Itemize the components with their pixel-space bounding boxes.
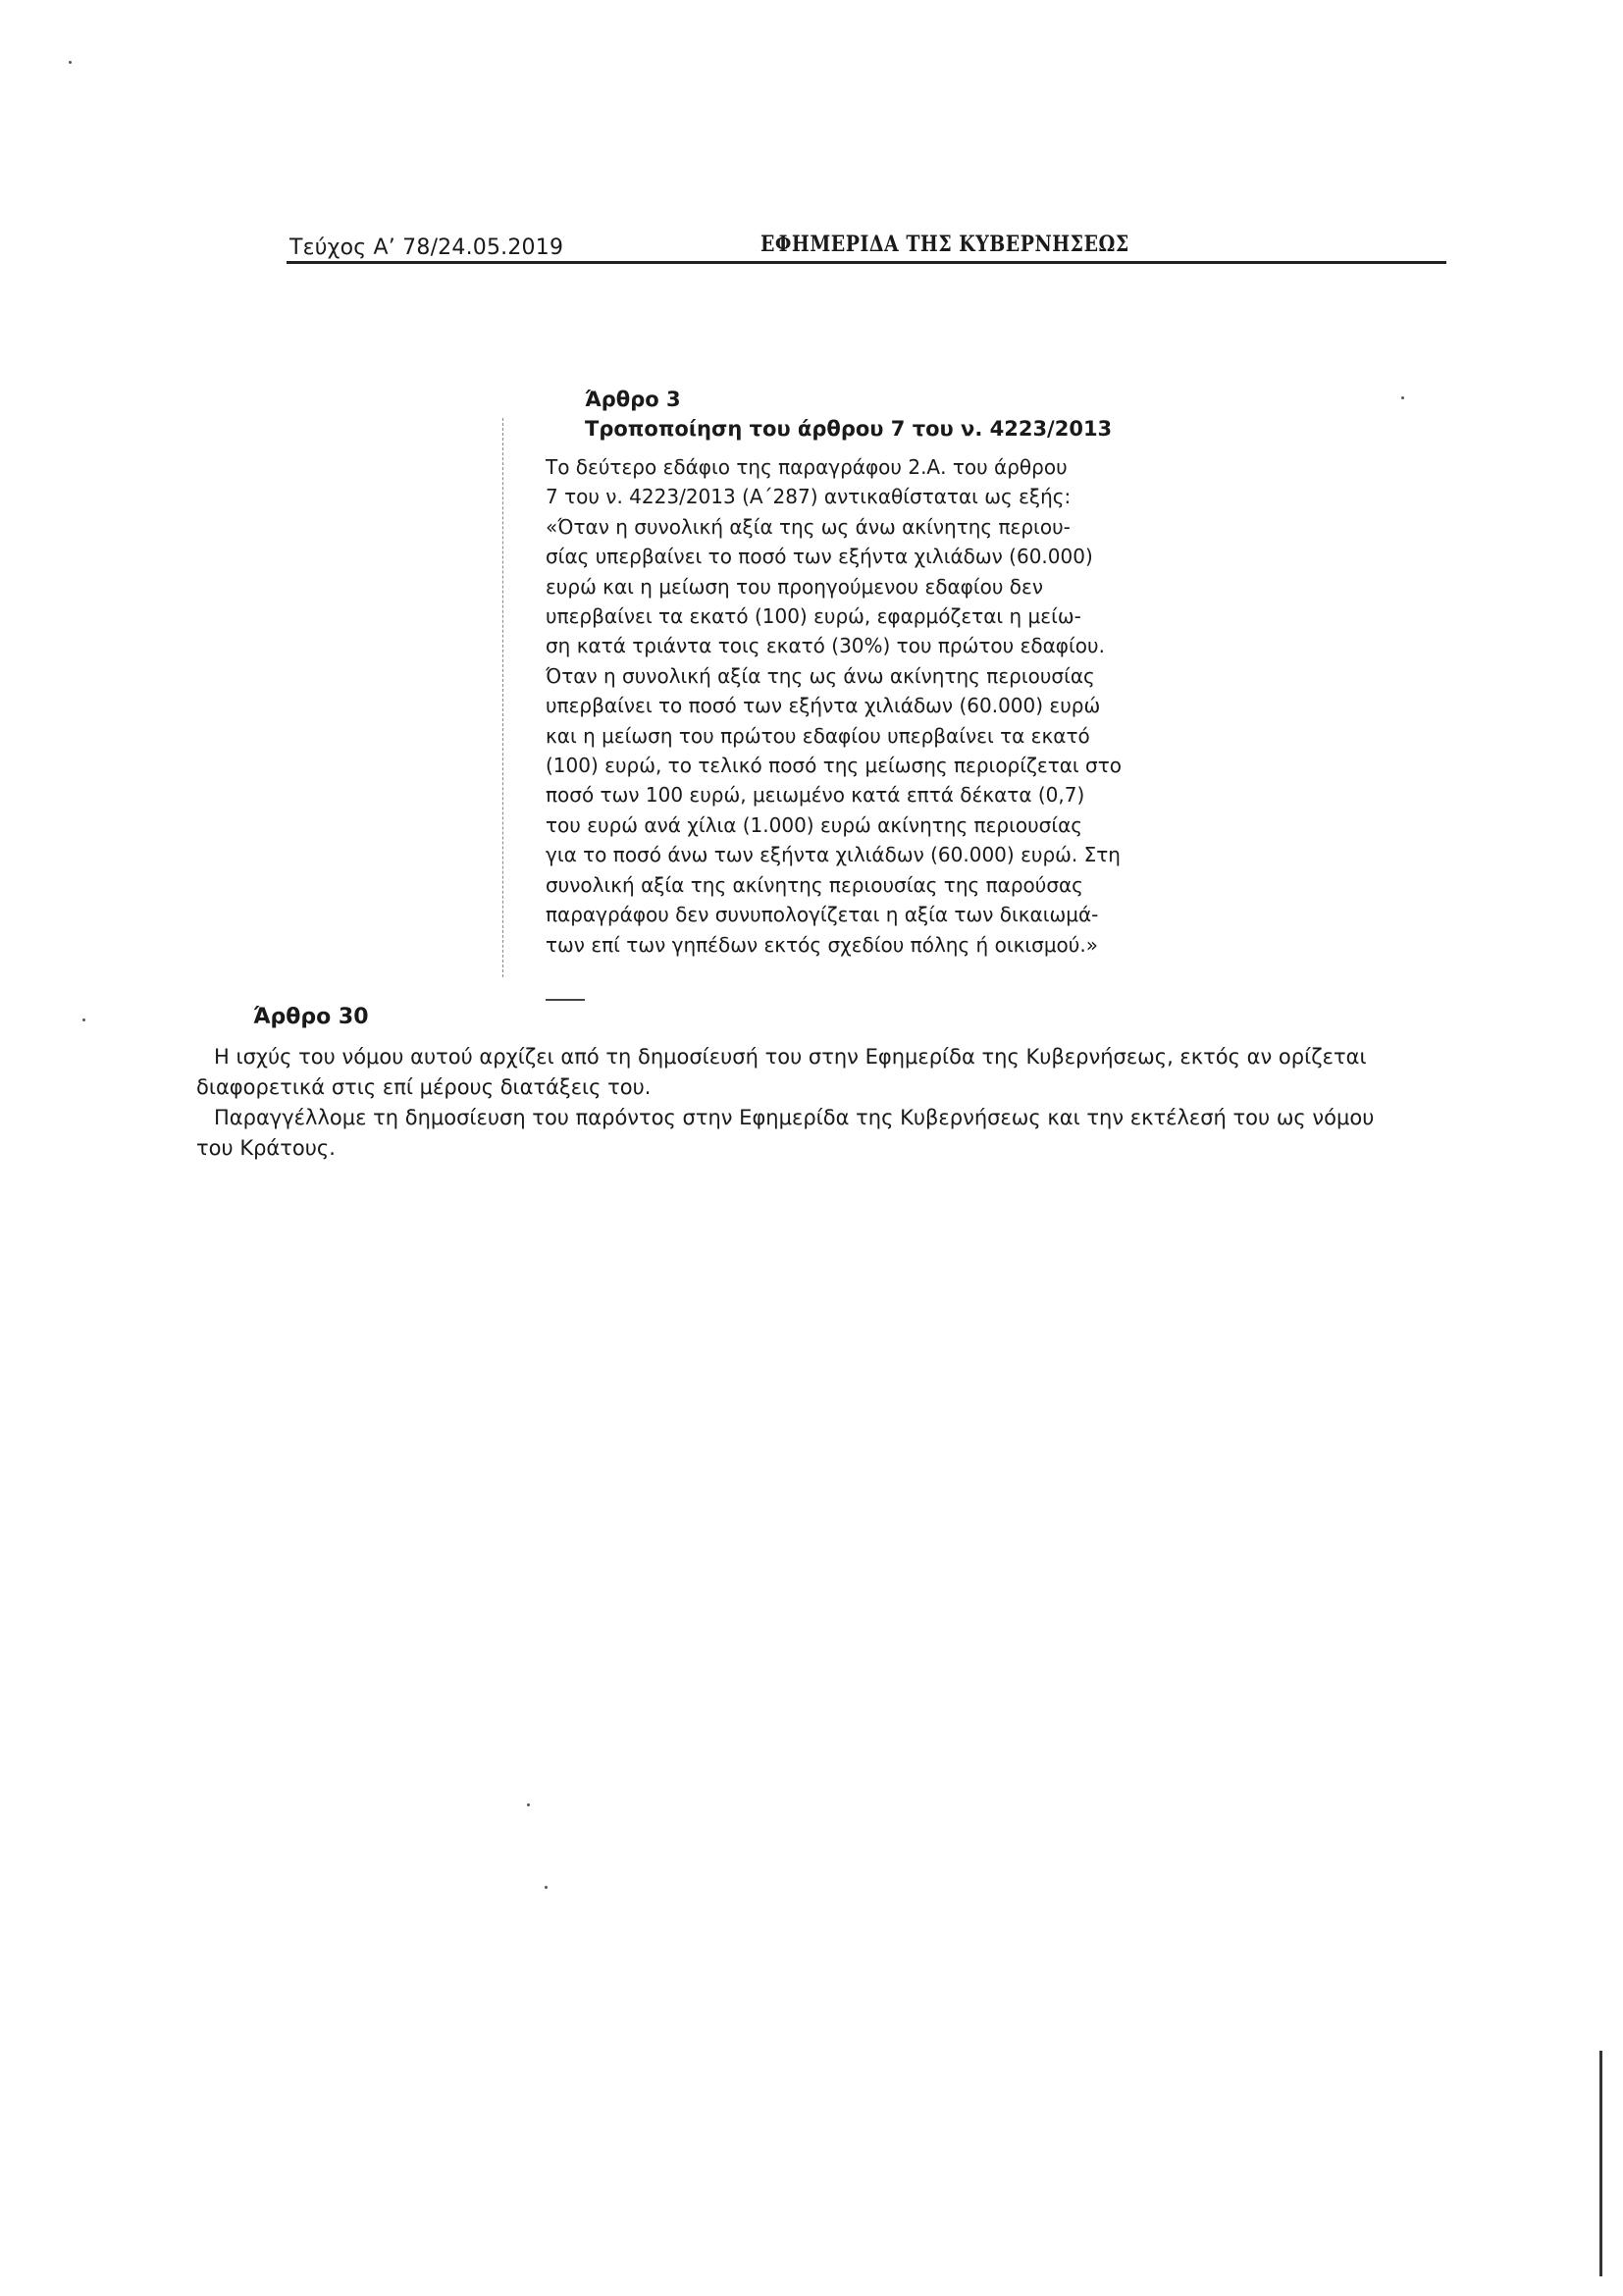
text-line: ευρώ και η μείωση του προηγούμενου εδαφίου δεν	[546, 574, 1044, 599]
scan-speck	[545, 1886, 548, 1889]
text-line: ποσό των 100 ευρώ, μειωμένο κατά επτά δέκατα (0,7)	[546, 783, 1085, 808]
scan-speck	[1401, 396, 1404, 399]
text-line: συνολική αξία της ακίνητης περιουσίας της παρούσας	[546, 872, 1083, 897]
text-line: των επί των γηπέδων εκτός σχεδίου πόλης ή οικισμού.»	[546, 932, 1098, 957]
text-line: υπερβαίνει το ποσό των εξήντα χιλιάδων (60.000) ευρώ	[546, 694, 1101, 718]
text-line: διαφορετικά στις επί μέρους διατάξεις του.	[196, 1075, 652, 1099]
inserted-article-block	[500, 386, 1123, 960]
insert-article-number: Άρθρο 3	[585, 388, 681, 411]
header-rule	[287, 261, 1446, 264]
text-line: υπερβαίνει τα εκατό (100) ευρώ, εφαρμόζεται η μείω-	[546, 604, 1081, 629]
text-line: παραγράφου δεν συνυπολογίζεται η αξία των δικαιωμά-	[546, 903, 1099, 927]
text-line: «Όταν η συνολική αξία της ως άνω ακίνητης περιου-	[546, 514, 1071, 539]
closing-dash	[546, 999, 585, 1001]
insert-quoted-text	[500, 512, 1123, 960]
text-line: Η ισχύς του νόμου αυτού αρχίζει από τη δημοσίευσή του στην Εφημερίδα της Κυβερνήσεως, εκτός αν ορίζεται	[214, 1045, 1367, 1069]
text-line: σίας υπερβαίνει το ποσό των εξήντα χιλιάδων (60.000)	[546, 545, 1093, 569]
insert-intro	[500, 452, 1119, 512]
gazette-title: ΕΦΗΜΕΡΙΔΑ ΤΗΣ ΚΥΒΕΡΝΗΣΕΩΣ	[760, 232, 1129, 257]
text-line: του ευρώ ανά χίλια (1.000) ευρώ ακίνητης περιουσίας	[546, 812, 1083, 837]
text-line: Παραγγέλλομε τη δημοσίευση του παρόντος στην Εφημερίδα της Κυβερνήσεως και την εκτέλεσή του ως νόμου	[214, 1106, 1375, 1129]
scan-edge-line	[1599, 2051, 1602, 2276]
text-line: 7 του ν. 4223/2013 (Α΄287) αντικαθίσταται ως εξής:	[546, 485, 1072, 509]
article-30-body	[196, 1042, 1435, 1164]
scan-speck	[69, 61, 72, 64]
text-line: και η μείωση του πρώτου εδαφίου υπερβαίνει τα εκατό	[546, 723, 1090, 748]
text-line: (100) ευρώ, το τελικό ποσό της μείωσης περιορίζεται στο	[546, 754, 1123, 778]
text-line: του Κράτους.	[196, 1136, 336, 1160]
issue-number: Τεύχος Α’ 78/24.05.2019	[289, 235, 564, 260]
text-line: Το δεύτερο εδάφιο της παραγράφου 2.Α. του άρθρου	[546, 455, 1068, 479]
article-30-heading: Άρθρο 30	[253, 1005, 369, 1029]
paragraph	[196, 1103, 1435, 1164]
text-line: για το ποσό άνω των εξήντα χιλιάδων (60.000) ευρώ. Στη	[546, 843, 1121, 867]
text-line: Όταν η συνολική αξία της ως άνω ακίνητης περιουσίας	[546, 663, 1095, 688]
text-line: ση κατά τριάντα τοις εκατό (30%) του πρώτου εδαφίου.	[546, 634, 1105, 658]
scan-speck	[82, 1018, 85, 1021]
scan-speck	[527, 1803, 530, 1806]
paragraph	[196, 1042, 1435, 1103]
insert-article-title: Τροποποίηση του άρθρου 7 του ν. 4223/2013	[585, 417, 1113, 441]
